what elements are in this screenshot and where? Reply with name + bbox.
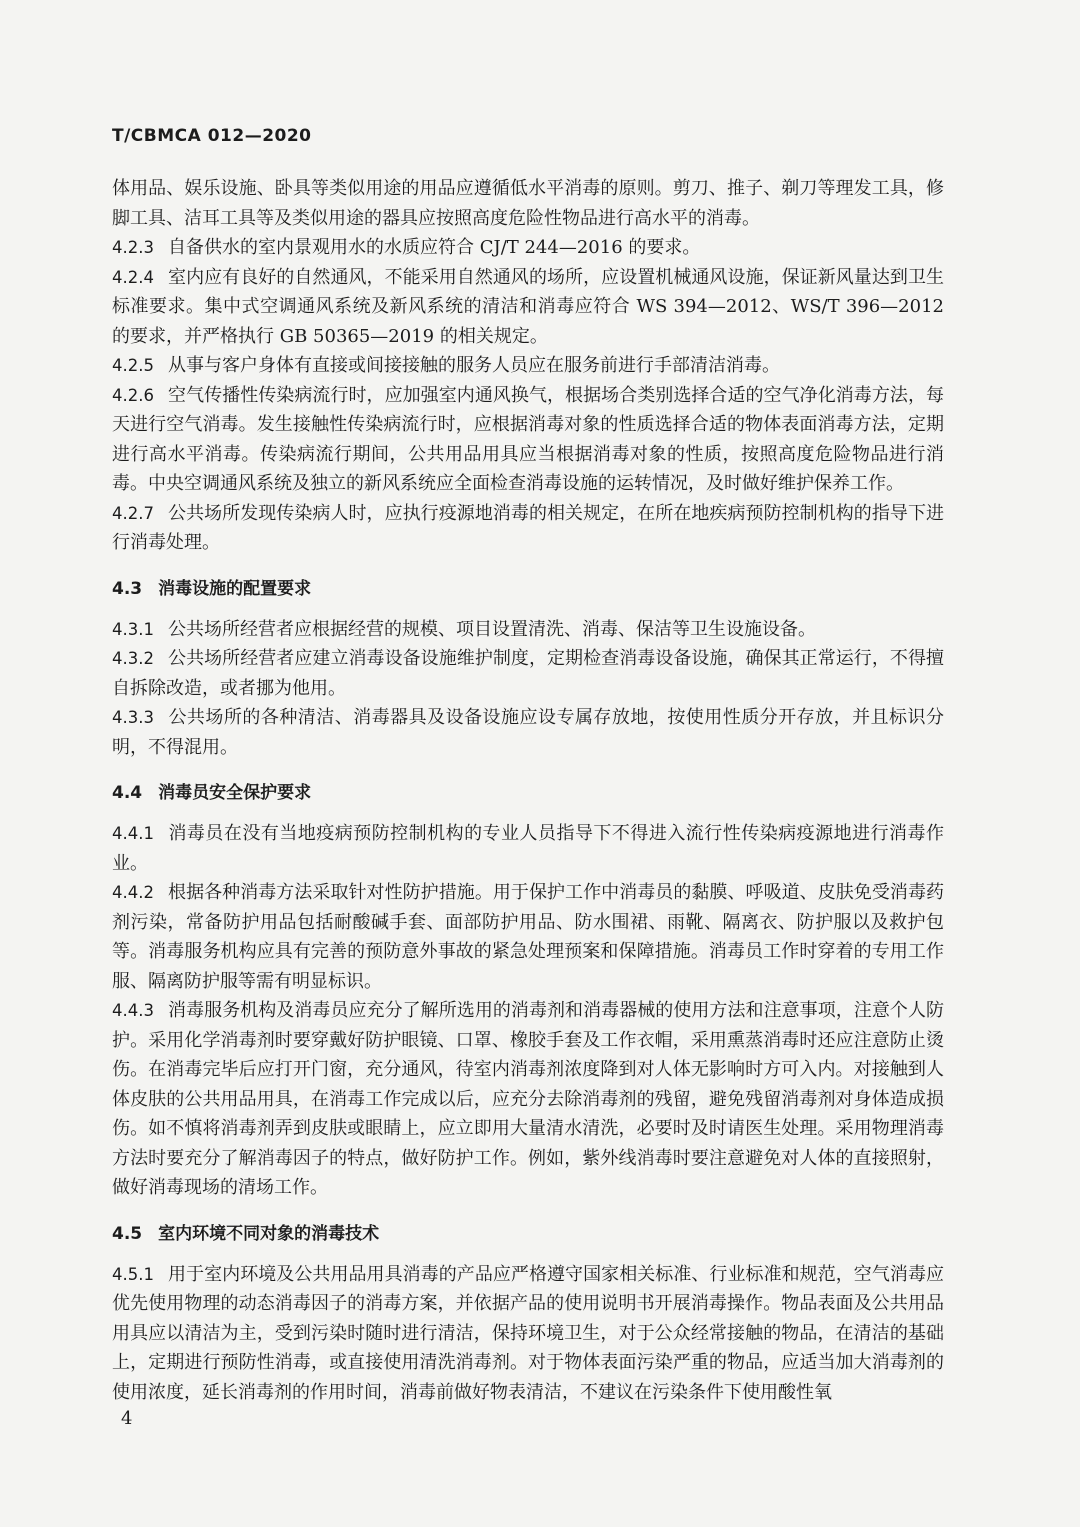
section-heading-4-3: 4.3 消毒设施的配置要求 [112,578,312,599]
clause-number: 4.3.1 [112,619,154,639]
clause-number: 4.2.6 [112,385,154,405]
clause-4-5-1: 4.5.1 用于室内环境及公共用品用具消毒的产品应严格遵守国家相关标准、行业标准和规范，空气消毒应优先使用物理的动态消毒因子的消毒方案，并依据产品的使用说明书开展消毒操作。物品表面及公共用品用具应以清洁为主，受到污染时随时进行清洁，保持环境卫生，对于公众经常接触的物品，在清洁的基础上，定期进行预防性消毒，或直接使用清洗消毒剂。对于物体表面污染严重的物品，应适当加大消毒剂的使用浓度，延长消毒剂的作用时间，消毒前做好物表清洁，不建议在污染条件下使用酸性氧 [112,1263,944,1403]
clause-4-3-2: 4.3.2 公共场所经营者应建立消毒设备设施维护制度，定期检查消毒设备设施，确保其正常运行，不得擅自拆除改造，或者挪为他用。 [112,648,944,699]
clause-number: 4.4.3 [112,1001,154,1020]
section-heading-4-5: 4.5 室内环境不同对象的消毒技术 [112,1223,380,1244]
clause-number: 4.4.2 [112,883,154,902]
clause-number: 4.4.1 [112,824,154,843]
clause-number: 4.3.3 [112,708,154,727]
clause-4-2-5: 4.2.5 从事与客户身体有直接或间接接触的服务人员应在服务前进行手部清洁消毒。 [112,355,780,376]
clause-4-2-4: 4.2.4 室内应有良好的自然通风，不能采用自然通风的场所，应设置机械通风设施，保证新风量达到卫生标准要求。集中式空调通风系统及新风系统的清洁和消毒应符合 WS 394—2012、WS/T 396—2012 的要求，并严格执行 GB 50365—2019 的相关规定。 [112,266,944,347]
clause-number: 4.2.7 [112,503,154,523]
clause-number: 4.2.3 [112,238,154,257]
standard-code-header: T/CBMCA 012—2020 [112,126,312,146]
section-heading-4-4: 4.4 消毒员安全保护要求 [112,783,312,803]
clause-4-2-7: 4.2.7 公共场所发现传染病人时，应执行疫源地消毒的相关规定，在所在地疾病预防控制机构的指导下进行消毒处理。 [112,502,944,553]
clause-4-3-1: 4.3.1 公共场所经营者应根据经营的规模、项目设置清洗、消毒、保洁等卫生设施设备。 [112,618,816,640]
clause-number: 4.5.1 [112,1264,154,1284]
clause-number: 4.2.5 [112,356,154,375]
page-number: 4 [121,1408,133,1429]
clause-number: 4.3.2 [112,649,154,668]
clause-4-3-3: 4.3.3 公共场所的各种清洁、消毒器具及设备设施应设专属存放地，按使用性质分开存放，并且标识分明，不得混用。 [112,707,944,758]
paragraph: 体用品、娱乐设施、卧具等类似用途的用品应遵循低水平消毒的原则。剪刀、推子、剃刀等理发工具，修脚工具、洁耳工具等及类似用途的器具应按照高度危险性物品进行高水平的消毒。 [112,178,944,229]
clause-4-2-6: 4.2.6 空气传播性传染病流行时，应加强室内通风换气，根据场合类别选择合适的空气净化消毒方法，每天进行空气消毒。发生接触性传染病流行时，应根据消毒对象的性质选择合适的物体表面消毒方法，定期进行高水平消毒。传染病流行期间，公共用品用具应当根据消毒对象的性质，按照高度危险物品进行消毒。中央空调通风系统及独立的新风系统应全面检查消毒设施的运转情况，及时做好维护保养工作。 [112,384,944,494]
clause-4-4-1: 4.4.1 消毒员在没有当地疫病预防控制机构的专业人员指导下不得进入流行性传染病疫源地进行消毒作业。 [112,823,944,874]
body-text [112,174,944,1407]
clause-number: 4.2.4 [112,267,154,287]
clause-4-2-3: 4.2.3 自备供水的室内景观用水的水质应符合 CJ/T 244—2016 的要求。 [112,237,701,258]
clause-4-4-3: 4.4.3 消毒服务机构及消毒员应充分了解所选用的消毒剂和消毒器械的使用方法和注意事项，注意个人防护。采用化学消毒剂时要穿戴好防护眼镜、口罩、橡胶手套及工作衣帽，采用熏蒸消毒时还应注意防止烫伤。在消毒完毕后应打开门窗，充分通风，待室内消毒剂浓度降到对人体无影响时方可入内。对接触到人体皮肤的公共用品用具，在消毒工作完成以后，应充分去除消毒剂的残留，避免残留消毒剂对身体造成损伤。如不慎将消毒剂弄到皮肤或眼睛上，应立即用大量清水清洗，必要时及时请医生处理。采用物理消毒方法时要充分了解消毒因子的特点，做好防护工作。例如，紫外线消毒时要注意避免对人体的直接照射，做好消毒现场的清场工作。 [112,1000,944,1198]
clause-4-4-2: 4.4.2 根据各种消毒方法采取针对性防护措施。用于保护工作中消毒员的黏膜、呼吸道、皮肤免受消毒药剂污染，常备防护用品包括耐酸碱手套、面部防护用品、防水围裙、雨靴、隔离衣、防护服以及救护包等。消毒服务机构应具有完善的预防意外事故的紧急处理预案和保障措施。消毒员工作时穿着的专用工作服、隔离防护服等需有明显标识。 [112,882,944,992]
